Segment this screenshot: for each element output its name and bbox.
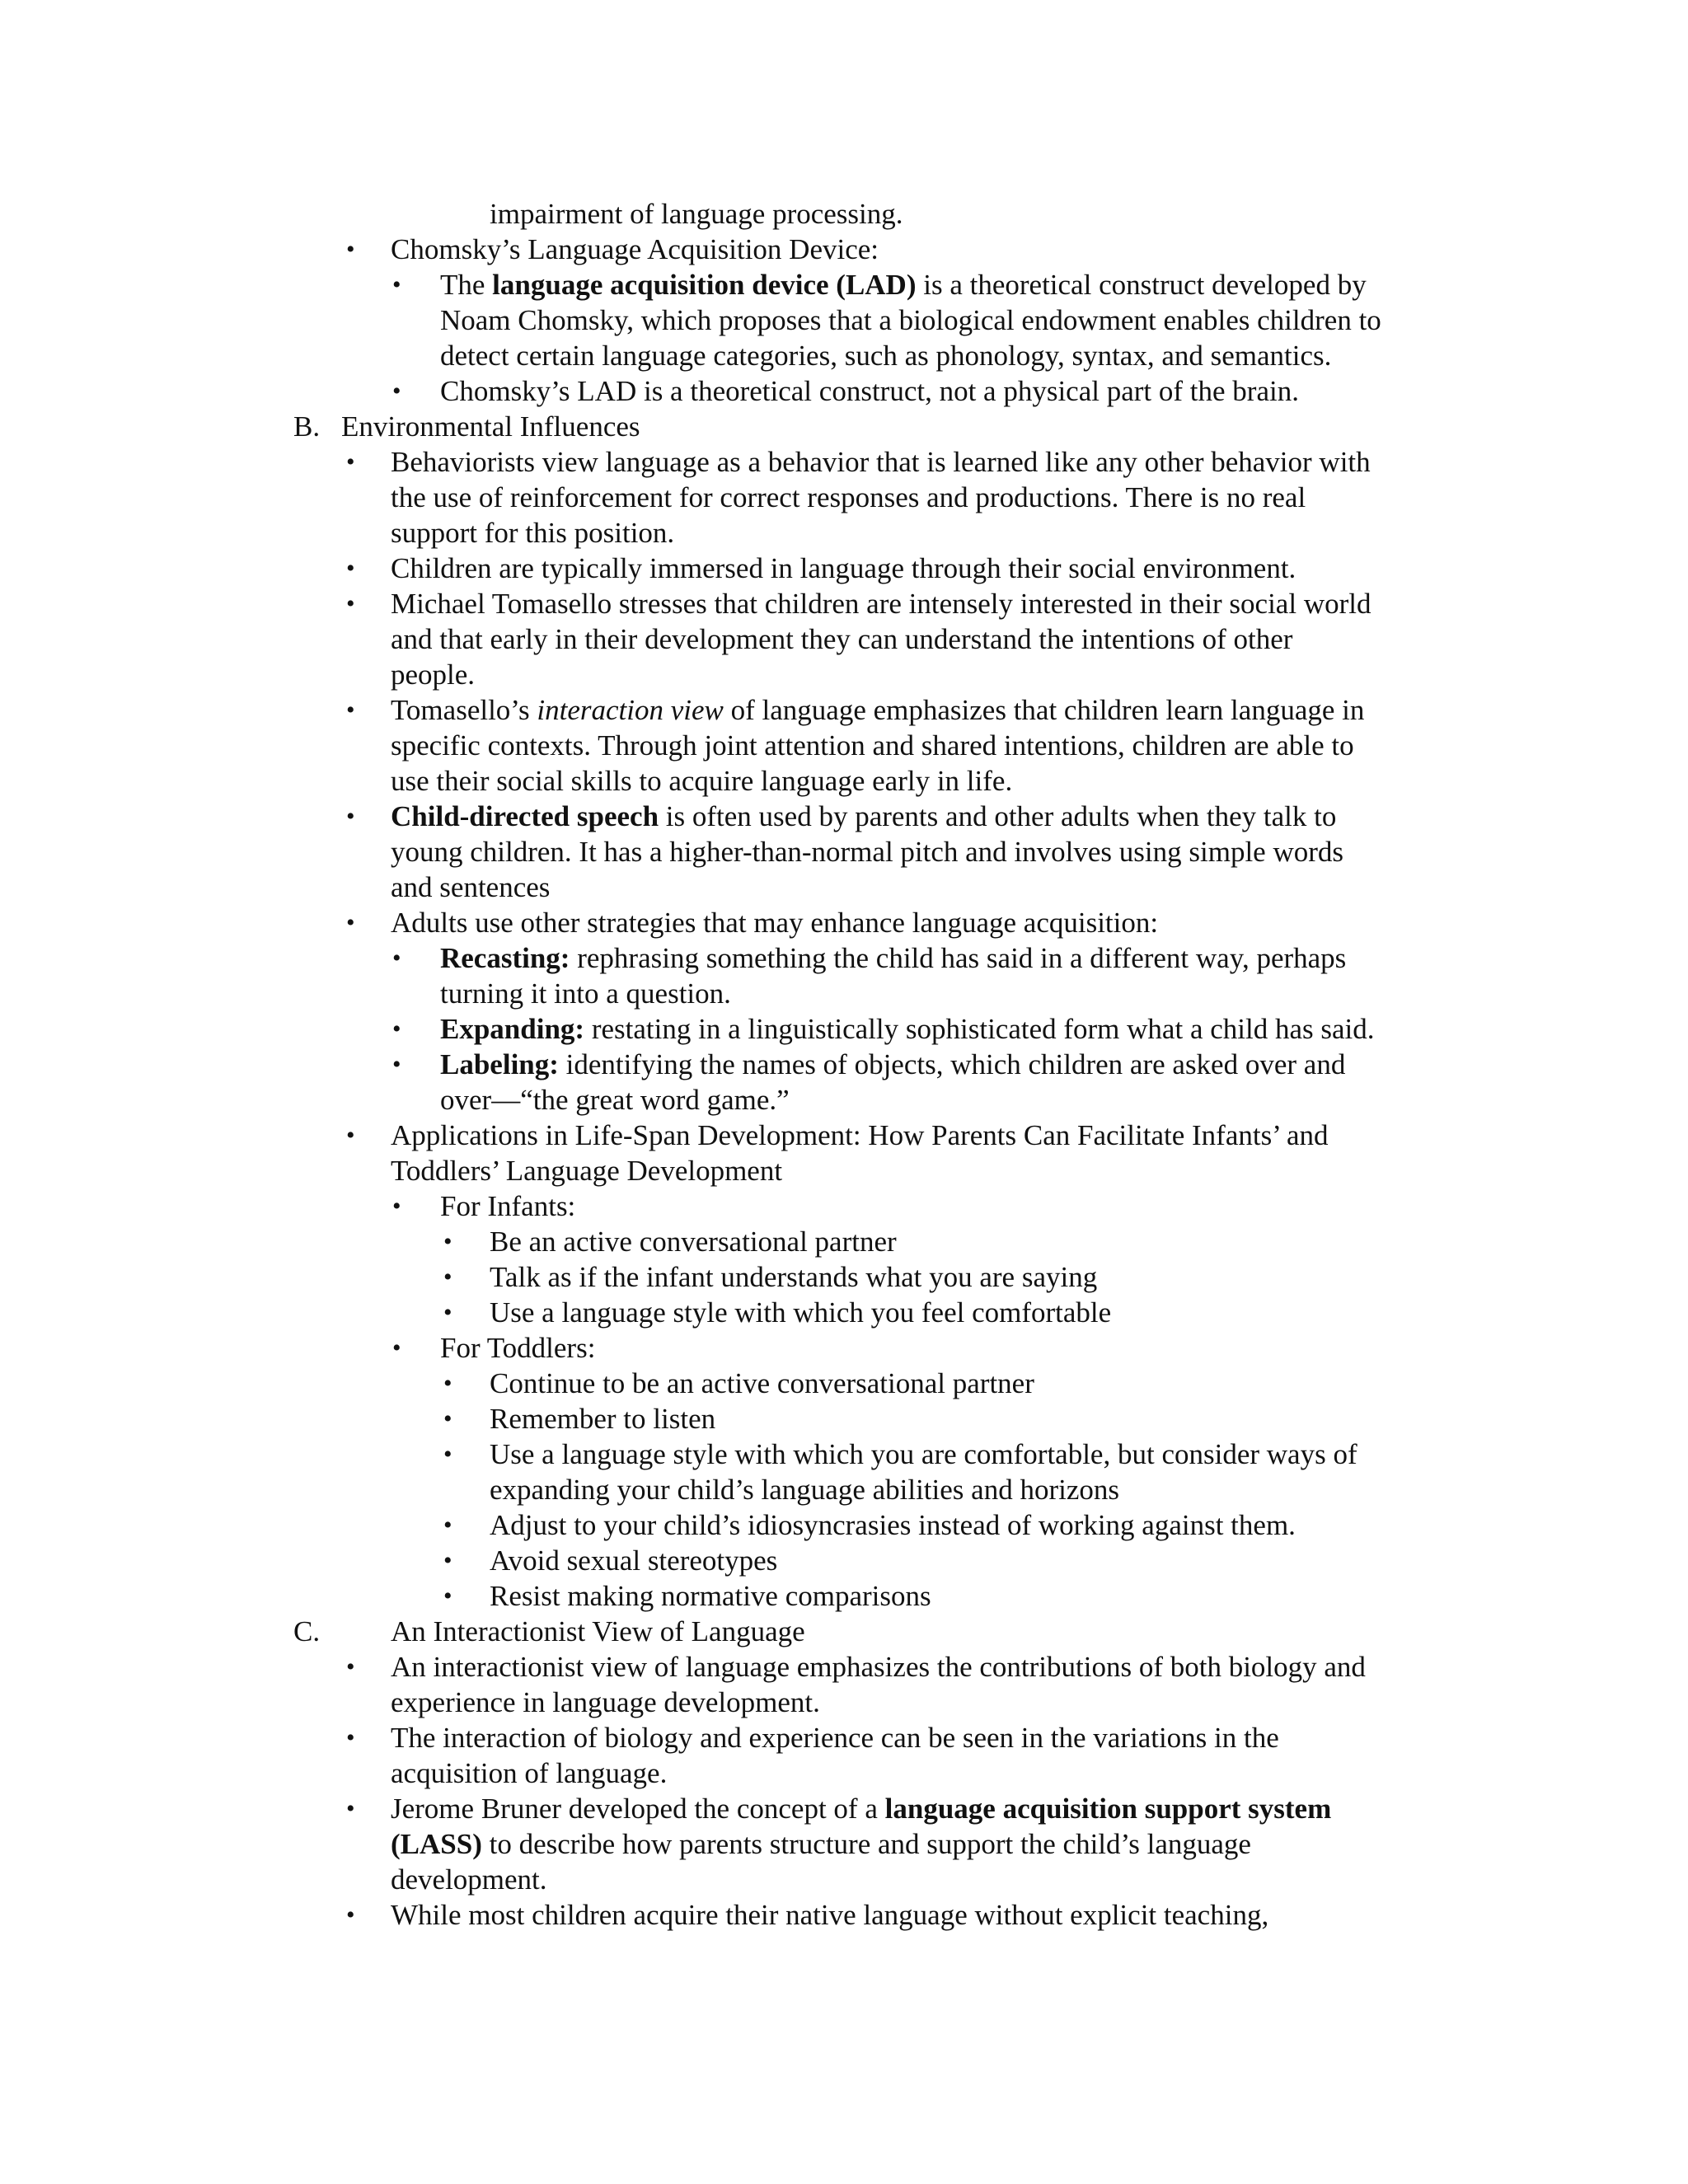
list-item: Be an active conversational partner: [490, 1226, 897, 1258]
bold-term: Recasting:: [440, 942, 570, 974]
bullet-icon: •: [346, 909, 355, 936]
bullet-icon: •: [392, 1193, 401, 1220]
bullet-icon: •: [392, 1015, 401, 1043]
list-item: Behaviorists view language as a behavior that is learned like any other behavior with: [391, 446, 1371, 478]
list-item: While most children acquire their native language without explicit teaching,: [391, 1899, 1269, 1931]
bullet-icon: •: [346, 1653, 355, 1680]
text-line: detect certain language categories, such as phonology, syntax, and semantics.: [440, 340, 1332, 372]
bold-term: Labeling:: [440, 1048, 559, 1080]
list-item: Continue to be an active conversational partner: [490, 1367, 1034, 1399]
bullet-icon: •: [443, 1547, 452, 1574]
text-line: expanding your child’s language abilities and horizons: [490, 1474, 1119, 1506]
list-item: Adjust to your child’s idiosyncrasies instead of working against them.: [490, 1509, 1296, 1541]
bullet-icon: •: [346, 448, 355, 476]
bold-term: Expanding:: [440, 1013, 585, 1045]
bullet-icon: •: [443, 1582, 452, 1610]
text-line: the use of reinforcement for correct responses and productions. There is no real: [391, 481, 1306, 513]
bullet-icon: •: [443, 1263, 452, 1291]
bullet-icon: •: [346, 1795, 355, 1822]
bullet-icon: •: [392, 1334, 401, 1361]
list-item: Resist making normative comparisons: [490, 1580, 931, 1612]
bullet-icon: •: [346, 1901, 355, 1929]
bullet-icon: •: [443, 1228, 452, 1255]
bullet-icon: •: [443, 1441, 452, 1468]
list-item: Use a language style with which you feel comfortable: [490, 1296, 1112, 1329]
list-item: Applications in Life-Span Development: How Parents Can Facilitate Infants’ and: [391, 1119, 1329, 1151]
list-item: Talk as if the infant understands what you are saying: [490, 1261, 1098, 1293]
bold-term: (LASS): [391, 1828, 482, 1860]
bullet-icon: •: [443, 1370, 452, 1397]
bullet-icon: •: [346, 696, 355, 724]
list-item: An interactionist view of language emphasizes the contributions of both biology and: [391, 1651, 1366, 1683]
list-item: Recasting: rephrasing something the child has said in a different way, perhaps: [440, 942, 1347, 974]
text-line: and that early in their development they can understand the intentions of other: [391, 623, 1293, 655]
text-line: specific contexts. Through joint attention and shared intentions, children are able to: [391, 729, 1354, 762]
list-item: Adults use other strategies that may enhance language acquisition:: [391, 907, 1159, 939]
list-item: The interaction of biology and experience can be seen in the variations in the: [391, 1722, 1279, 1754]
bold-term: language acquisition support system: [884, 1793, 1332, 1825]
text-line: support for this position.: [391, 517, 675, 549]
section-label: C.: [293, 1615, 321, 1647]
list-item: Labeling: identifying the names of objects, which children are asked over and: [440, 1048, 1346, 1080]
text-line: turning it into a question.: [440, 977, 731, 1010]
list-item: Tomasello’s interaction view of language emphasizes that children learn language in: [391, 694, 1365, 726]
list-item: Chomsky’s Language Acquisition Device:: [391, 233, 879, 265]
list-item: Jerome Bruner developed the concept of a language acquisition support system: [391, 1793, 1332, 1825]
list-item: Avoid sexual stereotypes: [490, 1544, 778, 1577]
text-line: development.: [391, 1863, 547, 1896]
list-item: Use a language style with which you are comfortable, but consider ways of: [490, 1438, 1357, 1470]
text-line: Toddlers’ Language Development: [391, 1155, 783, 1187]
bullet-icon: •: [392, 377, 401, 405]
bullet-icon: •: [346, 803, 355, 830]
bullet-icon: •: [443, 1405, 452, 1432]
bullet-icon: •: [443, 1299, 452, 1326]
text-line: experience in language development.: [391, 1686, 820, 1718]
bullet-icon: •: [392, 271, 401, 298]
bullet-icon: •: [392, 1051, 401, 1078]
text-line: acquisition of language.: [391, 1757, 668, 1789]
text-line: Noam Chomsky, which proposes that a biological endowment enables children to: [440, 304, 1381, 336]
bold-term: language acquisition device (LAD): [492, 269, 917, 301]
text-line: and sentences: [391, 871, 551, 903]
text-line: impairment of language processing.: [490, 198, 903, 230]
bullet-icon: •: [443, 1511, 452, 1539]
list-item: The language acquisition device (LAD) is a theoretical construct developed by: [440, 269, 1367, 301]
text-line: over—“the great word game.”: [440, 1084, 790, 1116]
list-item: For Toddlers:: [440, 1332, 596, 1364]
list-item: Child-directed speech is often used by parents and other adults when they talk to: [391, 800, 1337, 832]
bullet-icon: •: [346, 555, 355, 582]
text-line: (LASS) to describe how parents structure and support the child’s language: [391, 1828, 1251, 1860]
bullet-icon: •: [346, 590, 355, 617]
list-item: Expanding: restating in a linguistically sophisticated form what a child has said.: [440, 1013, 1375, 1045]
italic-term: interaction view: [537, 694, 724, 726]
list-item: For Infants:: [440, 1190, 576, 1222]
bullet-icon: •: [346, 1122, 355, 1149]
list-item: Children are typically immersed in language through their social environment.: [391, 552, 1296, 584]
section-label: B.: [293, 410, 321, 443]
bullet-icon: •: [346, 1724, 355, 1751]
section-heading: An Interactionist View of Language: [391, 1615, 805, 1647]
bullet-icon: •: [392, 944, 401, 972]
bold-term: Child-directed speech: [391, 800, 659, 832]
bullet-icon: •: [346, 236, 355, 263]
list-item: Chomsky’s LAD is a theoretical construct, not a physical part of the brain.: [440, 375, 1299, 407]
list-item: Remember to listen: [490, 1403, 716, 1435]
list-item: Michael Tomasello stresses that children are intensely interested in their social world: [391, 588, 1372, 620]
section-heading: Environmental Influences: [341, 410, 640, 443]
text-line: people.: [391, 658, 476, 691]
text-line: use their social skills to acquire language early in life.: [391, 765, 1013, 797]
text-line: young children. It has a higher-than-normal pitch and involves using simple words: [391, 836, 1344, 868]
